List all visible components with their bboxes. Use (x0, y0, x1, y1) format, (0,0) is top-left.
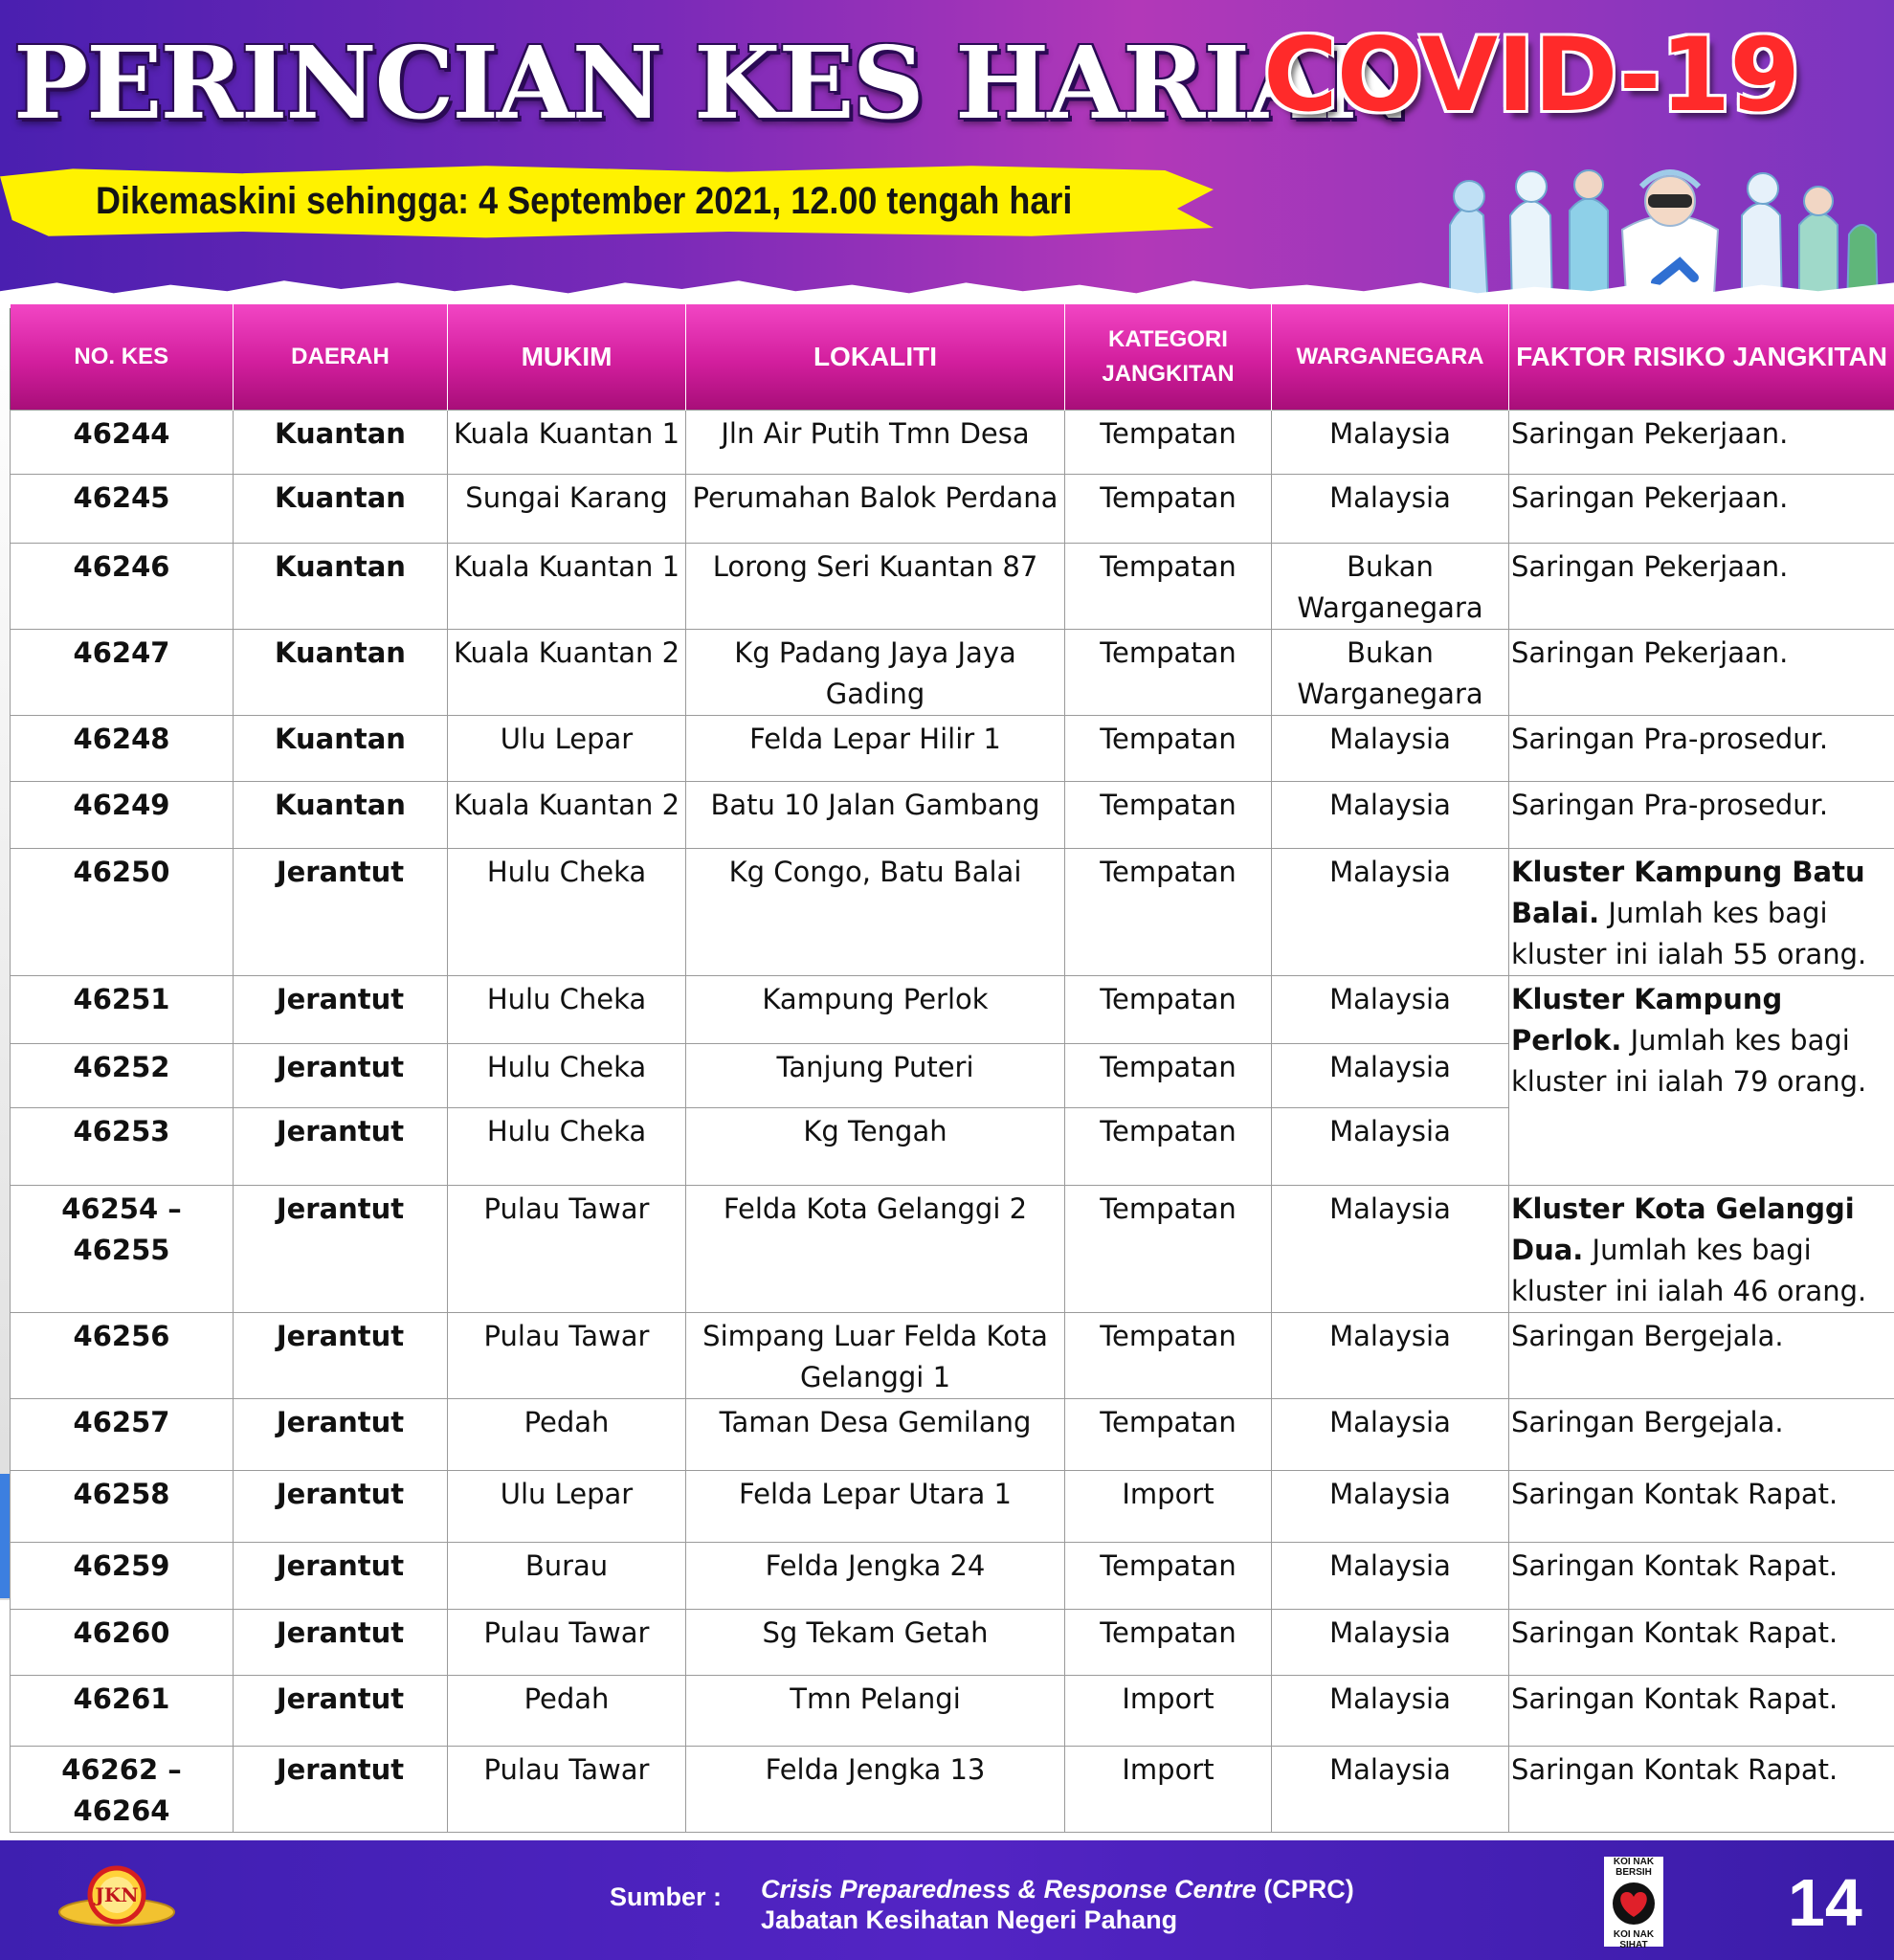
infection-category: Import (1065, 1747, 1272, 1833)
table-row (11, 544, 1894, 630)
infection-category: Tempatan (1065, 544, 1272, 630)
table-row (11, 716, 1894, 782)
mukim: Kuala Kuantan 2 (448, 630, 686, 716)
locality: Kg Padang Jaya Jaya Gading (686, 630, 1065, 716)
case-number: 46257 (11, 1399, 234, 1471)
infection-category: Import (1065, 1676, 1272, 1747)
case-number: 46259 (11, 1543, 234, 1610)
citizenship: Malaysia (1272, 1313, 1509, 1399)
infection-category: Tempatan (1065, 1399, 1272, 1471)
citizenship: Malaysia (1272, 1471, 1509, 1543)
case-number: 46262 – 46264 (11, 1747, 234, 1833)
infection-category: Tempatan (1065, 1313, 1272, 1399)
table-row (11, 1186, 1894, 1313)
risk-factor (1509, 976, 1894, 1186)
case-number: 46252 (11, 1044, 234, 1108)
table-row (11, 475, 1894, 544)
cluster-name: Kluster Kampung Batu Balai. (1511, 856, 1865, 929)
locality: Tanjung Puteri (686, 1044, 1065, 1108)
table-row (11, 1543, 1894, 1610)
locality: Felda Jengka 24 (686, 1543, 1065, 1610)
infection-category: Tempatan (1065, 976, 1272, 1044)
case-number: 46256 (11, 1313, 234, 1399)
mukim: Burau (448, 1543, 686, 1610)
citizenship: Malaysia (1272, 1186, 1509, 1313)
risk-factor: Saringan Kontak Rapat. (1509, 1747, 1894, 1833)
risk-factor: Saringan Bergejala. (1509, 1313, 1894, 1399)
source-department: Jabatan Kesihatan Negeri Pahang (761, 1905, 1178, 1934)
column-header-warganegara: WARGANEGARA (1272, 304, 1509, 411)
district: Jerantut (234, 976, 448, 1044)
mukim: Pulau Tawar (448, 1747, 686, 1833)
citizenship: Malaysia (1272, 475, 1509, 544)
district: Kuantan (234, 475, 448, 544)
column-header-kategori: KATEGORI JANGKITAN (1065, 304, 1272, 411)
cluster-count-text: Jumlah kes bagi kluster ini ialah 46 orang. (1511, 1234, 1867, 1307)
locality: Simpang Luar Felda Kota Gelanggi 1 (686, 1313, 1065, 1399)
koi-nak-sihat-badge-icon (1604, 1857, 1663, 1950)
case-number: 46249 (11, 782, 234, 849)
case-details-table (10, 304, 1894, 1833)
case-number: 46260 (11, 1610, 234, 1676)
district: Jerantut (234, 1399, 448, 1471)
citizenship: Malaysia (1272, 1543, 1509, 1610)
page-title-covid: COVID-19 (1263, 16, 1799, 134)
citizenship: Bukan Warganegara (1272, 544, 1509, 630)
citizenship: Malaysia (1272, 1610, 1509, 1676)
header-banner (0, 0, 1894, 308)
locality: Batu 10 Jalan Gambang (686, 782, 1065, 849)
infection-category: Tempatan (1065, 411, 1272, 475)
table-row (11, 1747, 1894, 1833)
risk-factor (1509, 849, 1894, 976)
infection-category: Tempatan (1065, 716, 1272, 782)
locality: Sg Tekam Getah (686, 1610, 1065, 1676)
column-header-lokaliti: LOKALITI (686, 304, 1065, 411)
table-header-row (11, 304, 1894, 411)
citizenship: Malaysia (1272, 411, 1509, 475)
infection-category: Import (1065, 1471, 1272, 1543)
district: Jerantut (234, 1108, 448, 1186)
district: Jerantut (234, 1044, 448, 1108)
infection-category: Tempatan (1065, 849, 1272, 976)
case-number: 46250 (11, 849, 234, 976)
citizenship: Malaysia (1272, 976, 1509, 1044)
district: Kuantan (234, 716, 448, 782)
risk-factor: Saringan Kontak Rapat. (1509, 1610, 1894, 1676)
mukim: Sungai Karang (448, 475, 686, 544)
left-blue-marker (0, 1474, 10, 1598)
case-number: 46261 (11, 1676, 234, 1747)
locality: Felda Lepar Utara 1 (686, 1471, 1065, 1543)
district: Jerantut (234, 1313, 448, 1399)
page-number: 14 (1788, 1865, 1862, 1940)
district: Jerantut (234, 1610, 448, 1676)
mukim: Pulau Tawar (448, 1313, 686, 1399)
jkn-logo-icon (56, 1857, 178, 1943)
column-header-mukim: MUKIM (448, 304, 686, 411)
case-number: 46254 – 46255 (11, 1186, 234, 1313)
locality: Felda Jengka 13 (686, 1747, 1065, 1833)
cluster-name: Kluster Kota Gelanggi Dua. (1511, 1192, 1855, 1266)
district: Jerantut (234, 1747, 448, 1833)
locality: Kampung Perlok (686, 976, 1065, 1044)
locality: Taman Desa Gemilang (686, 1399, 1065, 1471)
risk-factor: Saringan Pra-prosedur. (1509, 782, 1894, 849)
citizenship: Malaysia (1272, 849, 1509, 976)
infection-category: Tempatan (1065, 782, 1272, 849)
table-row (11, 849, 1894, 976)
infection-category: Tempatan (1065, 1044, 1272, 1108)
district: Kuantan (234, 544, 448, 630)
mukim: Hulu Cheka (448, 976, 686, 1044)
district: Jerantut (234, 1471, 448, 1543)
case-number: 46247 (11, 630, 234, 716)
citizenship: Bukan Warganegara (1272, 630, 1509, 716)
mukim: Pedah (448, 1676, 686, 1747)
mukim: Kuala Kuantan 2 (448, 782, 686, 849)
risk-factor: Saringan Pekerjaan. (1509, 475, 1894, 544)
case-number: 46246 (11, 544, 234, 630)
district: Kuantan (234, 411, 448, 475)
table-row (11, 1610, 1894, 1676)
mukim: Kuala Kuantan 1 (448, 411, 686, 475)
table-row (11, 411, 1894, 475)
mukim: Hulu Cheka (448, 1108, 686, 1186)
mukim: Ulu Lepar (448, 1471, 686, 1543)
table-row (11, 1313, 1894, 1399)
citizenship: Malaysia (1272, 1747, 1509, 1833)
source-org-name: Crisis Preparedness & Response Centre (761, 1875, 1257, 1904)
citizenship: Malaysia (1272, 716, 1509, 782)
citizenship: Malaysia (1272, 1399, 1509, 1471)
mukim: Pedah (448, 1399, 686, 1471)
district: Jerantut (234, 1676, 448, 1747)
locality: Lorong Seri Kuantan 87 (686, 544, 1065, 630)
risk-factor: Saringan Bergejala. (1509, 1399, 1894, 1471)
locality: Tmn Pelangi (686, 1676, 1065, 1747)
infection-category: Tempatan (1065, 1543, 1272, 1610)
column-header-no-kes: NO. KES (11, 304, 234, 411)
case-number: 46258 (11, 1471, 234, 1543)
column-header-daerah: DAERAH (234, 304, 448, 411)
risk-factor: Saringan Kontak Rapat. (1509, 1543, 1894, 1610)
district: Kuantan (234, 782, 448, 849)
infection-category: Tempatan (1065, 475, 1272, 544)
risk-factor: Saringan Pekerjaan. (1509, 411, 1894, 475)
district: Jerantut (234, 1543, 448, 1610)
citizenship: Malaysia (1272, 1108, 1509, 1186)
infection-category: Tempatan (1065, 1610, 1272, 1676)
infection-category: Tempatan (1065, 1186, 1272, 1313)
district: Jerantut (234, 1186, 448, 1313)
locality: Perumahan Balok Perdana (686, 475, 1065, 544)
case-number: 46248 (11, 716, 234, 782)
table-row (11, 1399, 1894, 1471)
locality: Kg Congo, Batu Balai (686, 849, 1065, 976)
cluster-count-text: Jumlah kes bagi kluster ini ialah 79 orang. (1511, 1024, 1867, 1098)
badge-top-text: KOI NAK BERSIH (1613, 1857, 1655, 1878)
citizenship: Malaysia (1272, 1676, 1509, 1747)
mukim: Pulau Tawar (448, 1610, 686, 1676)
infection-category: Tempatan (1065, 1108, 1272, 1186)
table-row (11, 1471, 1894, 1543)
risk-factor: Saringan Pekerjaan. (1509, 544, 1894, 630)
citizenship: Malaysia (1272, 1044, 1509, 1108)
mukim: Hulu Cheka (448, 1044, 686, 1108)
infection-category: Tempatan (1065, 630, 1272, 716)
case-number: 46251 (11, 976, 234, 1044)
locality: Kg Tengah (686, 1108, 1065, 1186)
column-header-faktor-risiko: FAKTOR RISIKO JANGKITAN (1509, 304, 1894, 411)
risk-factor (1509, 1186, 1894, 1313)
page-title: PERINCIAN KES HARIAN (13, 24, 1413, 142)
mukim: Hulu Cheka (448, 849, 686, 976)
district: Kuantan (234, 630, 448, 716)
cluster-count-text: Jumlah kes bagi kluster ini ialah 55 orang. (1511, 897, 1867, 970)
table-row (11, 1676, 1894, 1747)
updated-date-text: Dikemaskini sehingga: 4 September 2021, 12.00 tengah hari (96, 180, 1073, 222)
risk-factor: Saringan Pra-prosedur. (1509, 716, 1894, 782)
source-text (761, 1874, 1354, 1935)
locality: Felda Lepar Hilir 1 (686, 716, 1065, 782)
mukim: Kuala Kuantan 1 (448, 544, 686, 630)
source-org-abbr: (CPRC) (1263, 1875, 1354, 1904)
table-row (11, 976, 1894, 1044)
table-row (11, 782, 1894, 849)
jkn-logo-text: JKN (95, 1883, 139, 1906)
mukim: Ulu Lepar (448, 716, 686, 782)
case-number: 46244 (11, 411, 234, 475)
heart-icon (1604, 1881, 1663, 1927)
locality: Felda Kota Gelanggi 2 (686, 1186, 1065, 1313)
badge-bottom-text: KOI NAK SIHAT (1613, 1929, 1655, 1950)
citizenship: Malaysia (1272, 782, 1509, 849)
district: Jerantut (234, 849, 448, 976)
risk-factor: Saringan Kontak Rapat. (1509, 1676, 1894, 1747)
case-number: 46245 (11, 475, 234, 544)
locality: Jln Air Putih Tmn Desa (686, 411, 1065, 475)
cluster-name: Kluster Kampung Perlok. (1511, 983, 1783, 1057)
risk-factor: Saringan Kontak Rapat. (1509, 1471, 1894, 1543)
source-label: Sumber : (610, 1882, 723, 1911)
mukim: Pulau Tawar (448, 1186, 686, 1313)
case-number: 46253 (11, 1108, 234, 1186)
risk-factor: Saringan Pekerjaan. (1509, 630, 1894, 716)
table-row (11, 630, 1894, 716)
